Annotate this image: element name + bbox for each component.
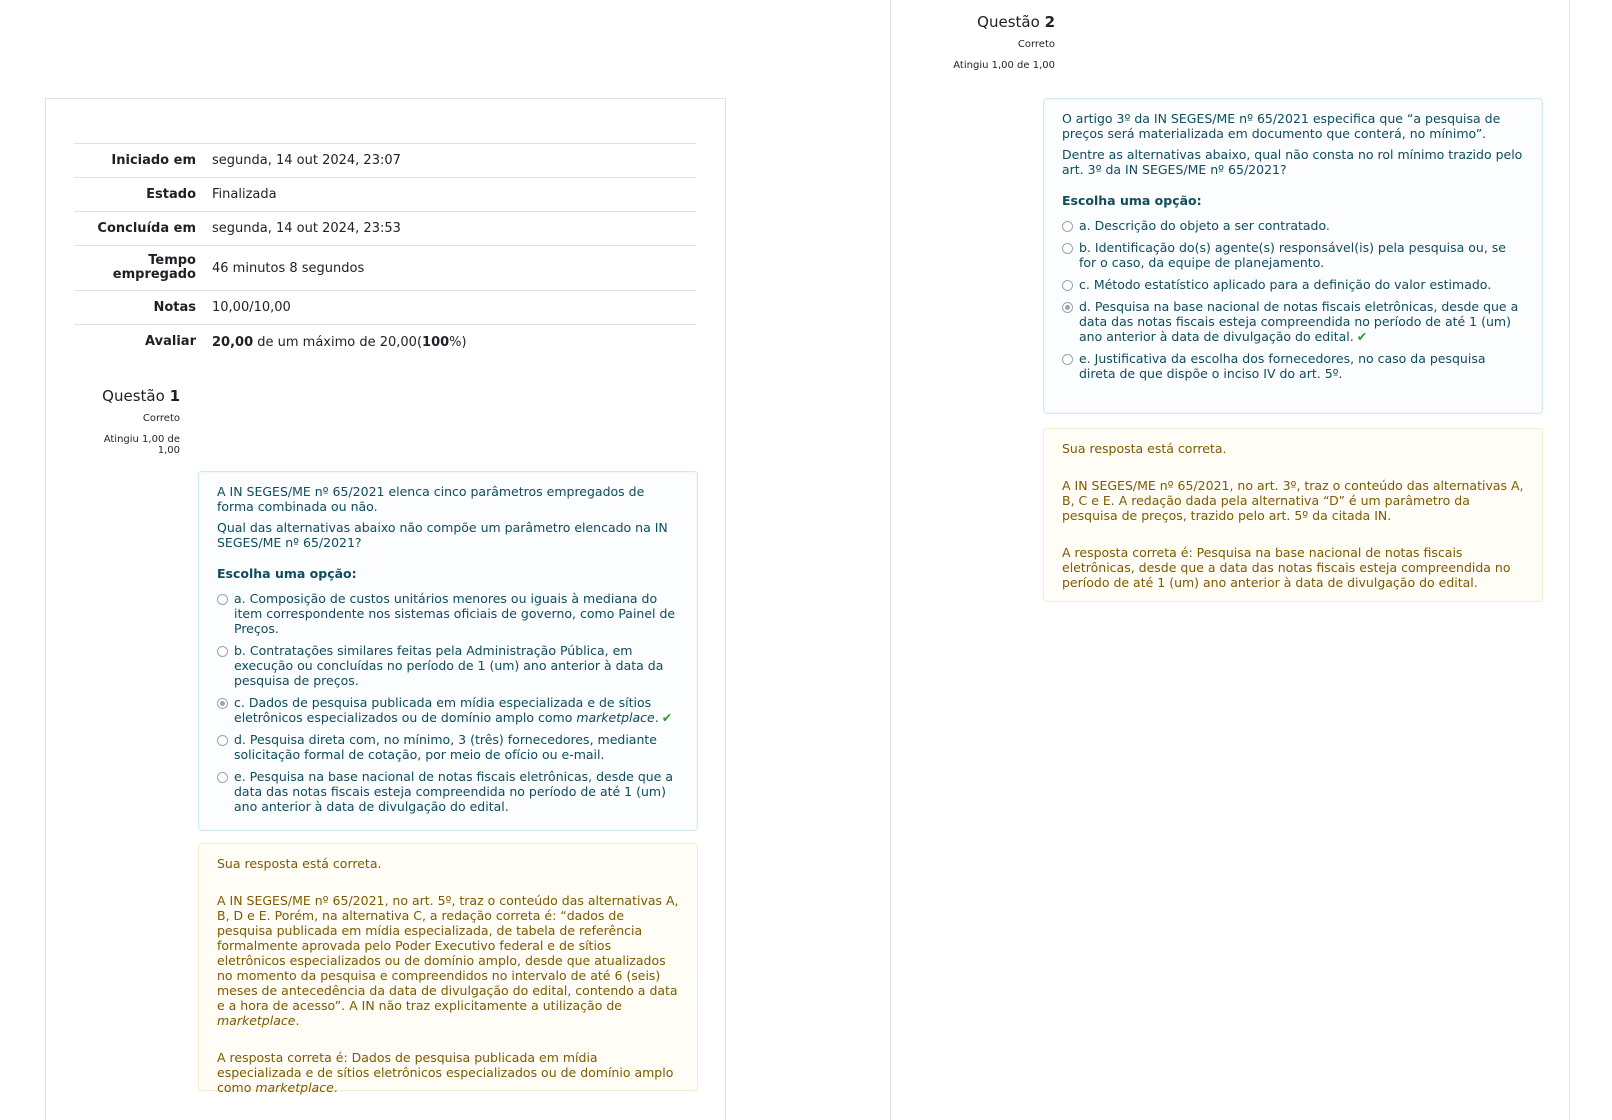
grade-score: 20,00 bbox=[212, 334, 254, 350]
grade-mid: de um máximo de 20,00( bbox=[253, 334, 423, 350]
summary-value: 10,00/10,00 bbox=[212, 300, 291, 315]
summary-label: Avaliar bbox=[145, 334, 196, 349]
summary-label: Tempo empregado bbox=[112, 253, 196, 282]
option-label: d. Pesquisa direta com, no mínimo, 3 (três) fornecedores, mediante solicitação formal de cotação, por meio de ofício ou e-mail. bbox=[234, 732, 657, 762]
question-number: 1 bbox=[169, 387, 180, 405]
option-label bbox=[1079, 299, 1524, 344]
check-icon: ✔ bbox=[1356, 329, 1368, 344]
question-1-state: Correto bbox=[142, 413, 180, 424]
feedback-right-answer bbox=[217, 1050, 679, 1095]
question-1-title bbox=[86, 387, 180, 405]
summary-row-time bbox=[74, 246, 696, 291]
radio-button[interactable] bbox=[1062, 221, 1073, 232]
q1-option-a[interactable] bbox=[217, 591, 679, 636]
q2-option-b[interactable] bbox=[1062, 240, 1524, 270]
question-1-subtext: Qual das alternativas abaixo não compõe um parâmetro elencado na IN SEGES/ME nº 65/2021? bbox=[217, 520, 668, 550]
question-2-title bbox=[921, 13, 1055, 31]
question-1-prompt: Escolha uma opção: bbox=[217, 566, 357, 581]
question-2-formulation bbox=[1043, 98, 1543, 414]
right-answer-emphasis: marketplace bbox=[255, 1080, 334, 1095]
q2-option-d[interactable] bbox=[1062, 299, 1524, 344]
radio-button[interactable] bbox=[1062, 243, 1073, 254]
summary-value: segunda, 14 out 2024, 23:07 bbox=[212, 153, 401, 168]
radio-button[interactable] bbox=[217, 594, 228, 605]
question-2-state: Correto bbox=[1017, 39, 1055, 50]
summary-row-state bbox=[74, 178, 696, 212]
summary-value: segunda, 14 out 2024, 23:53 bbox=[212, 221, 401, 236]
question-1-text: A IN SEGES/ME nº 65/2021 elenca cinco parâmetros empregados de forma combinada ou não. bbox=[217, 484, 645, 514]
feedback-status: Sua resposta está correta. bbox=[1062, 441, 1227, 456]
grade-end: %) bbox=[449, 334, 467, 350]
radio-button[interactable] bbox=[1062, 280, 1073, 291]
summary-value: Finalizada bbox=[212, 187, 277, 202]
review-panel-right bbox=[890, 0, 1570, 1120]
summary-row-marks bbox=[74, 291, 696, 325]
summary-label: Concluída em bbox=[97, 220, 196, 236]
feedback-body bbox=[217, 893, 679, 1028]
q2-option-c[interactable] bbox=[1062, 277, 1524, 292]
question-number: 2 bbox=[1044, 13, 1055, 31]
question-title-prefix: Questão bbox=[977, 13, 1045, 31]
option-label: a. Composição de custos unitários menores ou iguais à mediana do item correspondente nos sistemas oficiais de governo, como Painel de Preços. bbox=[234, 591, 676, 636]
option-text: d. Pesquisa na base nacional de notas fiscais eletrônicas, desde que a data das notas fiscais esteja compreendida no período de até 1 (um) ano anterior à data de divulgação do edital. bbox=[1079, 299, 1519, 344]
right-answer-end: . bbox=[333, 1080, 338, 1095]
question-2-feedback bbox=[1043, 428, 1543, 602]
summary-label: Iniciado em bbox=[111, 152, 196, 168]
question-2-grade: Atingiu 1,00 de 1,00 bbox=[953, 60, 1055, 71]
question-1-info bbox=[86, 387, 180, 456]
question-1-feedback bbox=[198, 843, 698, 1095]
question-2-info bbox=[921, 13, 1055, 71]
feedback-status: Sua resposta está correta. bbox=[217, 856, 382, 871]
feedback-text-end: . bbox=[295, 1013, 300, 1028]
option-text-end: . bbox=[654, 710, 659, 725]
q1-option-e[interactable] bbox=[217, 769, 679, 814]
feedback-emphasis: marketplace bbox=[217, 1013, 296, 1028]
option-label: e. Justificativa da escolha dos fornecedores, no caso da pesquisa direta de que dispõe o inciso IV do art. 5º. bbox=[1079, 351, 1486, 381]
right-answer-text: A resposta correta é: Dados de pesquisa publicada em mídia especializada e de sítios eletrônicos especializados ou de domínio amplo como bbox=[217, 1050, 674, 1095]
option-label: e. Pesquisa na base nacional de notas fiscais eletrônicas, desde que a data das notas fiscais esteja compreendida no período de até 1 (um) ano anterior à data de divulgação do edital. bbox=[234, 769, 674, 814]
question-2-subtext: Dentre as alternativas abaixo, qual não consta no rol mínimo trazido pelo art. 3º da IN SEGES/ME nº 65/2021? bbox=[1062, 147, 1523, 177]
grade-percent: 100 bbox=[422, 334, 450, 350]
review-panel-left bbox=[45, 98, 726, 1120]
option-label: a. Descrição do objeto a ser contratado. bbox=[1079, 218, 1330, 233]
option-emphasis: marketplace bbox=[576, 710, 655, 725]
summary-row-started bbox=[74, 144, 696, 178]
question-title-prefix: Questão bbox=[102, 387, 170, 405]
radio-button-selected[interactable] bbox=[1062, 302, 1073, 313]
radio-button[interactable] bbox=[217, 735, 228, 746]
question-1-grade: Atingiu 1,00 de 1,00 bbox=[103, 434, 180, 456]
question-2-text: O artigo 3º da IN SEGES/ME nº 65/2021 especifica que “a pesquisa de preços será materializada em documento que conterá, no mínimo”. bbox=[1062, 111, 1501, 141]
q1-option-b[interactable] bbox=[217, 643, 679, 688]
summary-label: Estado bbox=[146, 186, 196, 202]
option-label: b. Identificação do(s) agente(s) responsável(is) pela pesquisa ou, se for o caso, da equipe de planejamento. bbox=[1079, 240, 1506, 270]
q1-option-d[interactable] bbox=[217, 732, 679, 762]
radio-button[interactable] bbox=[1062, 354, 1073, 365]
feedback-right-answer: A resposta correta é: Pesquisa na base nacional de notas fiscais eletrônicas, desde que a data das notas fiscais esteja compreendida no período de até 1 (um) ano anterior à data de divulgação do edital. bbox=[1062, 545, 1511, 590]
question-1-formulation bbox=[198, 471, 698, 831]
summary-row-completed bbox=[74, 212, 696, 246]
summary-label: Notas bbox=[153, 299, 196, 315]
summary-grade-value bbox=[196, 335, 467, 350]
q1-option-c[interactable] bbox=[217, 695, 679, 725]
q2-option-a[interactable] bbox=[1062, 218, 1524, 233]
summary-value: 46 minutos 8 segundos bbox=[212, 260, 365, 276]
radio-button[interactable] bbox=[217, 646, 228, 657]
feedback-body: A IN SEGES/ME nº 65/2021, no art. 3º, traz o conteúdo das alternativas A, B, C e E. A redação dada pela alternativa “D” é um parâmetro da pesquisa de preços, trazido pelo art. 5º da citada IN. bbox=[1062, 478, 1524, 523]
option-label: c. Método estatístico aplicado para a definição do valor estimado. bbox=[1079, 277, 1492, 292]
check-icon: ✔ bbox=[661, 710, 673, 725]
radio-button-selected[interactable] bbox=[217, 698, 228, 709]
q2-option-e[interactable] bbox=[1062, 351, 1524, 381]
summary-row-grade bbox=[74, 325, 696, 359]
question-2-prompt: Escolha uma opção: bbox=[1062, 193, 1202, 208]
option-label bbox=[234, 695, 679, 725]
option-label: b. Contratações similares feitas pela Administração Pública, em execução ou concluídas no período de 1 (um) ano anterior à data da pesquisa de preços. bbox=[234, 643, 664, 688]
option-text: c. Dados de pesquisa publicada em mídia especializada e de sítios eletrônicos especializados ou de domínio amplo como bbox=[234, 695, 652, 725]
radio-button[interactable] bbox=[217, 772, 228, 783]
feedback-text: A IN SEGES/ME nº 65/2021, no art. 5º, traz o conteúdo das alternativas A, B, D e E. Porém, na alternativa C, a redação correta é: “dados de pesquisa publicada em mídia especializada, de tabela de referência formalmente aprovada pelo Poder Executivo federal e de sítios eletrônicos especializados ou de domínio amplo, desde que atualizados no momento da pesquisa e compreendidos no intervalo de até 6 (seis) meses de antecedência da data de divulgação do edital, contendo a data e a hora de acesso”. A IN não traz explicitamente a utilização de bbox=[217, 893, 679, 1013]
attempt-summary-table bbox=[74, 143, 696, 359]
